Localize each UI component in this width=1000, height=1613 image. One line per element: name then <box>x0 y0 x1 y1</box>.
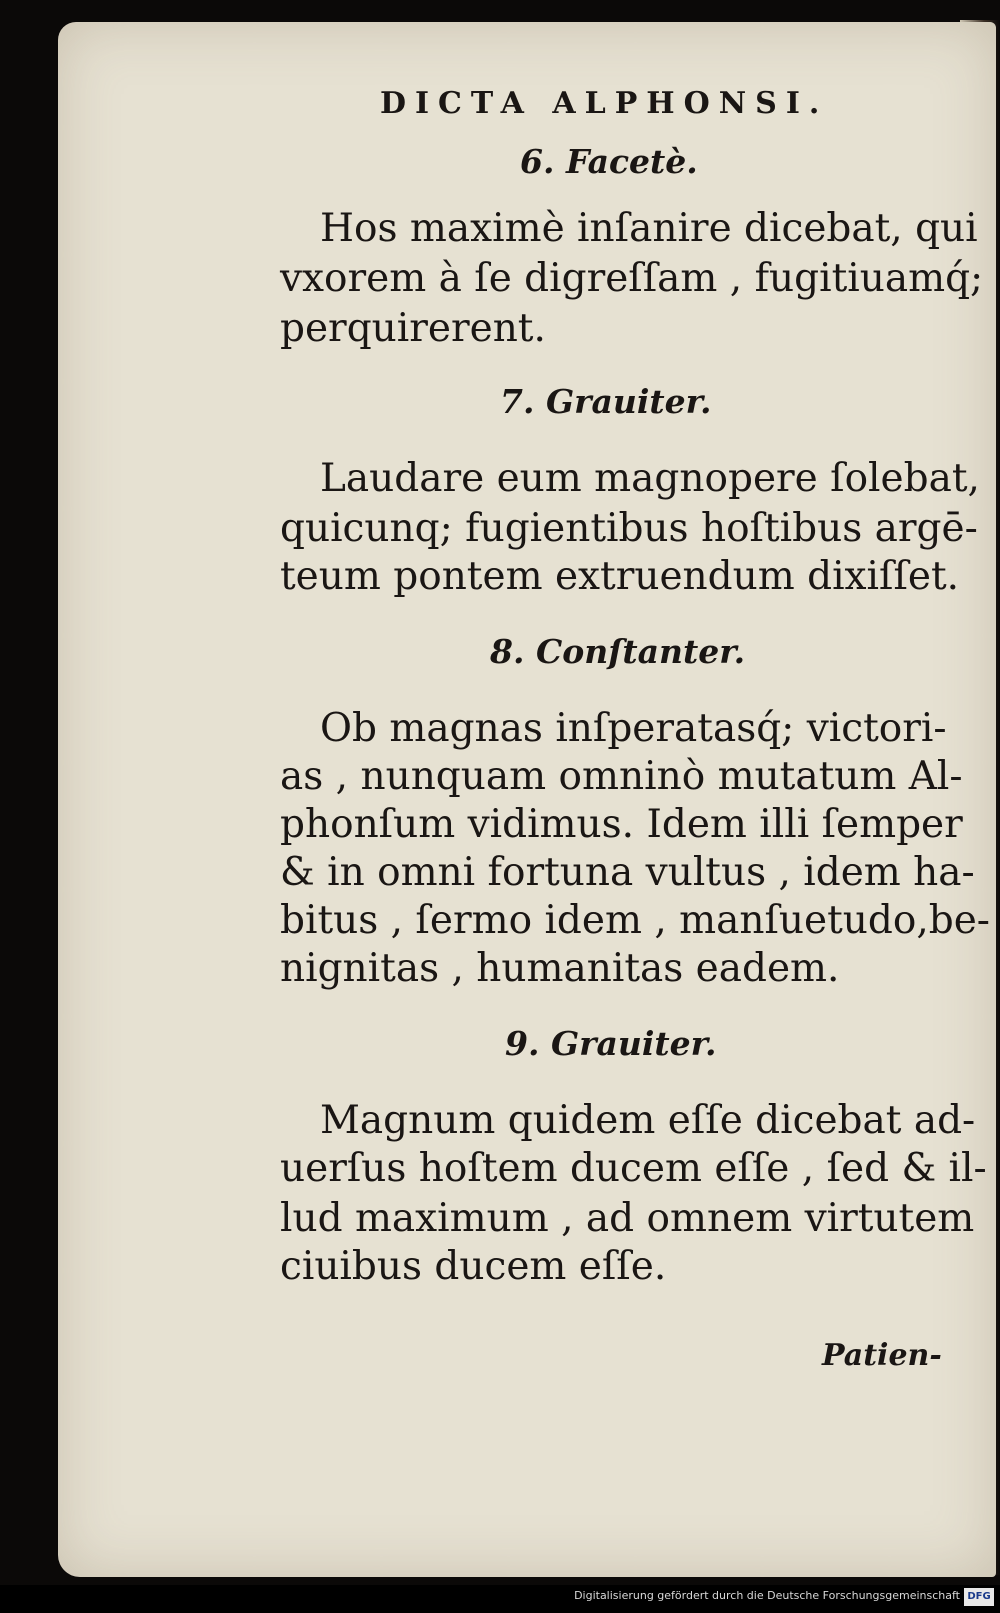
text-line: & in omni fortuna vultus , idem ha- <box>280 850 975 895</box>
text-line: bitus , ſermo idem , manſuetudo,be- <box>280 898 990 943</box>
section-heading-9: 9. Grauiter. <box>505 1024 717 1063</box>
text-line: nignitas , humanitas eadem. <box>280 946 840 991</box>
text-line: teum pontem extruendum dixiſſet. <box>280 554 960 599</box>
section-heading-8: 8. Conſtanter. <box>490 632 746 671</box>
catchword: Patien- <box>822 1338 942 1373</box>
text-line: Hos maximè inſanire dicebat, qui <box>320 206 978 251</box>
text-line: lud maximum , ad omnem virtutem <box>280 1196 975 1241</box>
text-line: as , nunquam omninò mutatum Al- <box>280 754 963 799</box>
text-line: ciuibus ducem eſſe. <box>280 1244 667 1289</box>
footer-bar <box>0 1585 1000 1613</box>
footer-credit: Digitalisierung gefördert durch die Deutsche Forschungsgemeinschaft <box>574 1589 960 1602</box>
section-heading-7: 7. Grauiter. <box>500 382 712 421</box>
text-line: Laudare eum magnopere ſolebat, <box>320 456 980 501</box>
text-line: quicunq; fugientibus hoſtibus argē- <box>280 506 978 551</box>
text-line: Magnum quidem eſſe dicebat ad- <box>320 1098 976 1143</box>
text-line: uerſus hoſtem ducem eſſe , ſed & il- <box>280 1146 987 1191</box>
dfg-logo-icon: DFG <box>964 1588 994 1606</box>
text-line: phonſum vidimus. Idem illi ſemper <box>280 802 963 847</box>
running-head: DICTA ALPHONSI. <box>380 86 829 121</box>
section-heading-6: 6. Facetè. <box>520 142 698 181</box>
text-line: vxorem à ſe digreſſam , fugitiuamq́; <box>280 256 984 301</box>
text-line: Ob magnas inſperatasq́; victori- <box>320 706 947 751</box>
text-line: perquirerent. <box>280 306 546 351</box>
